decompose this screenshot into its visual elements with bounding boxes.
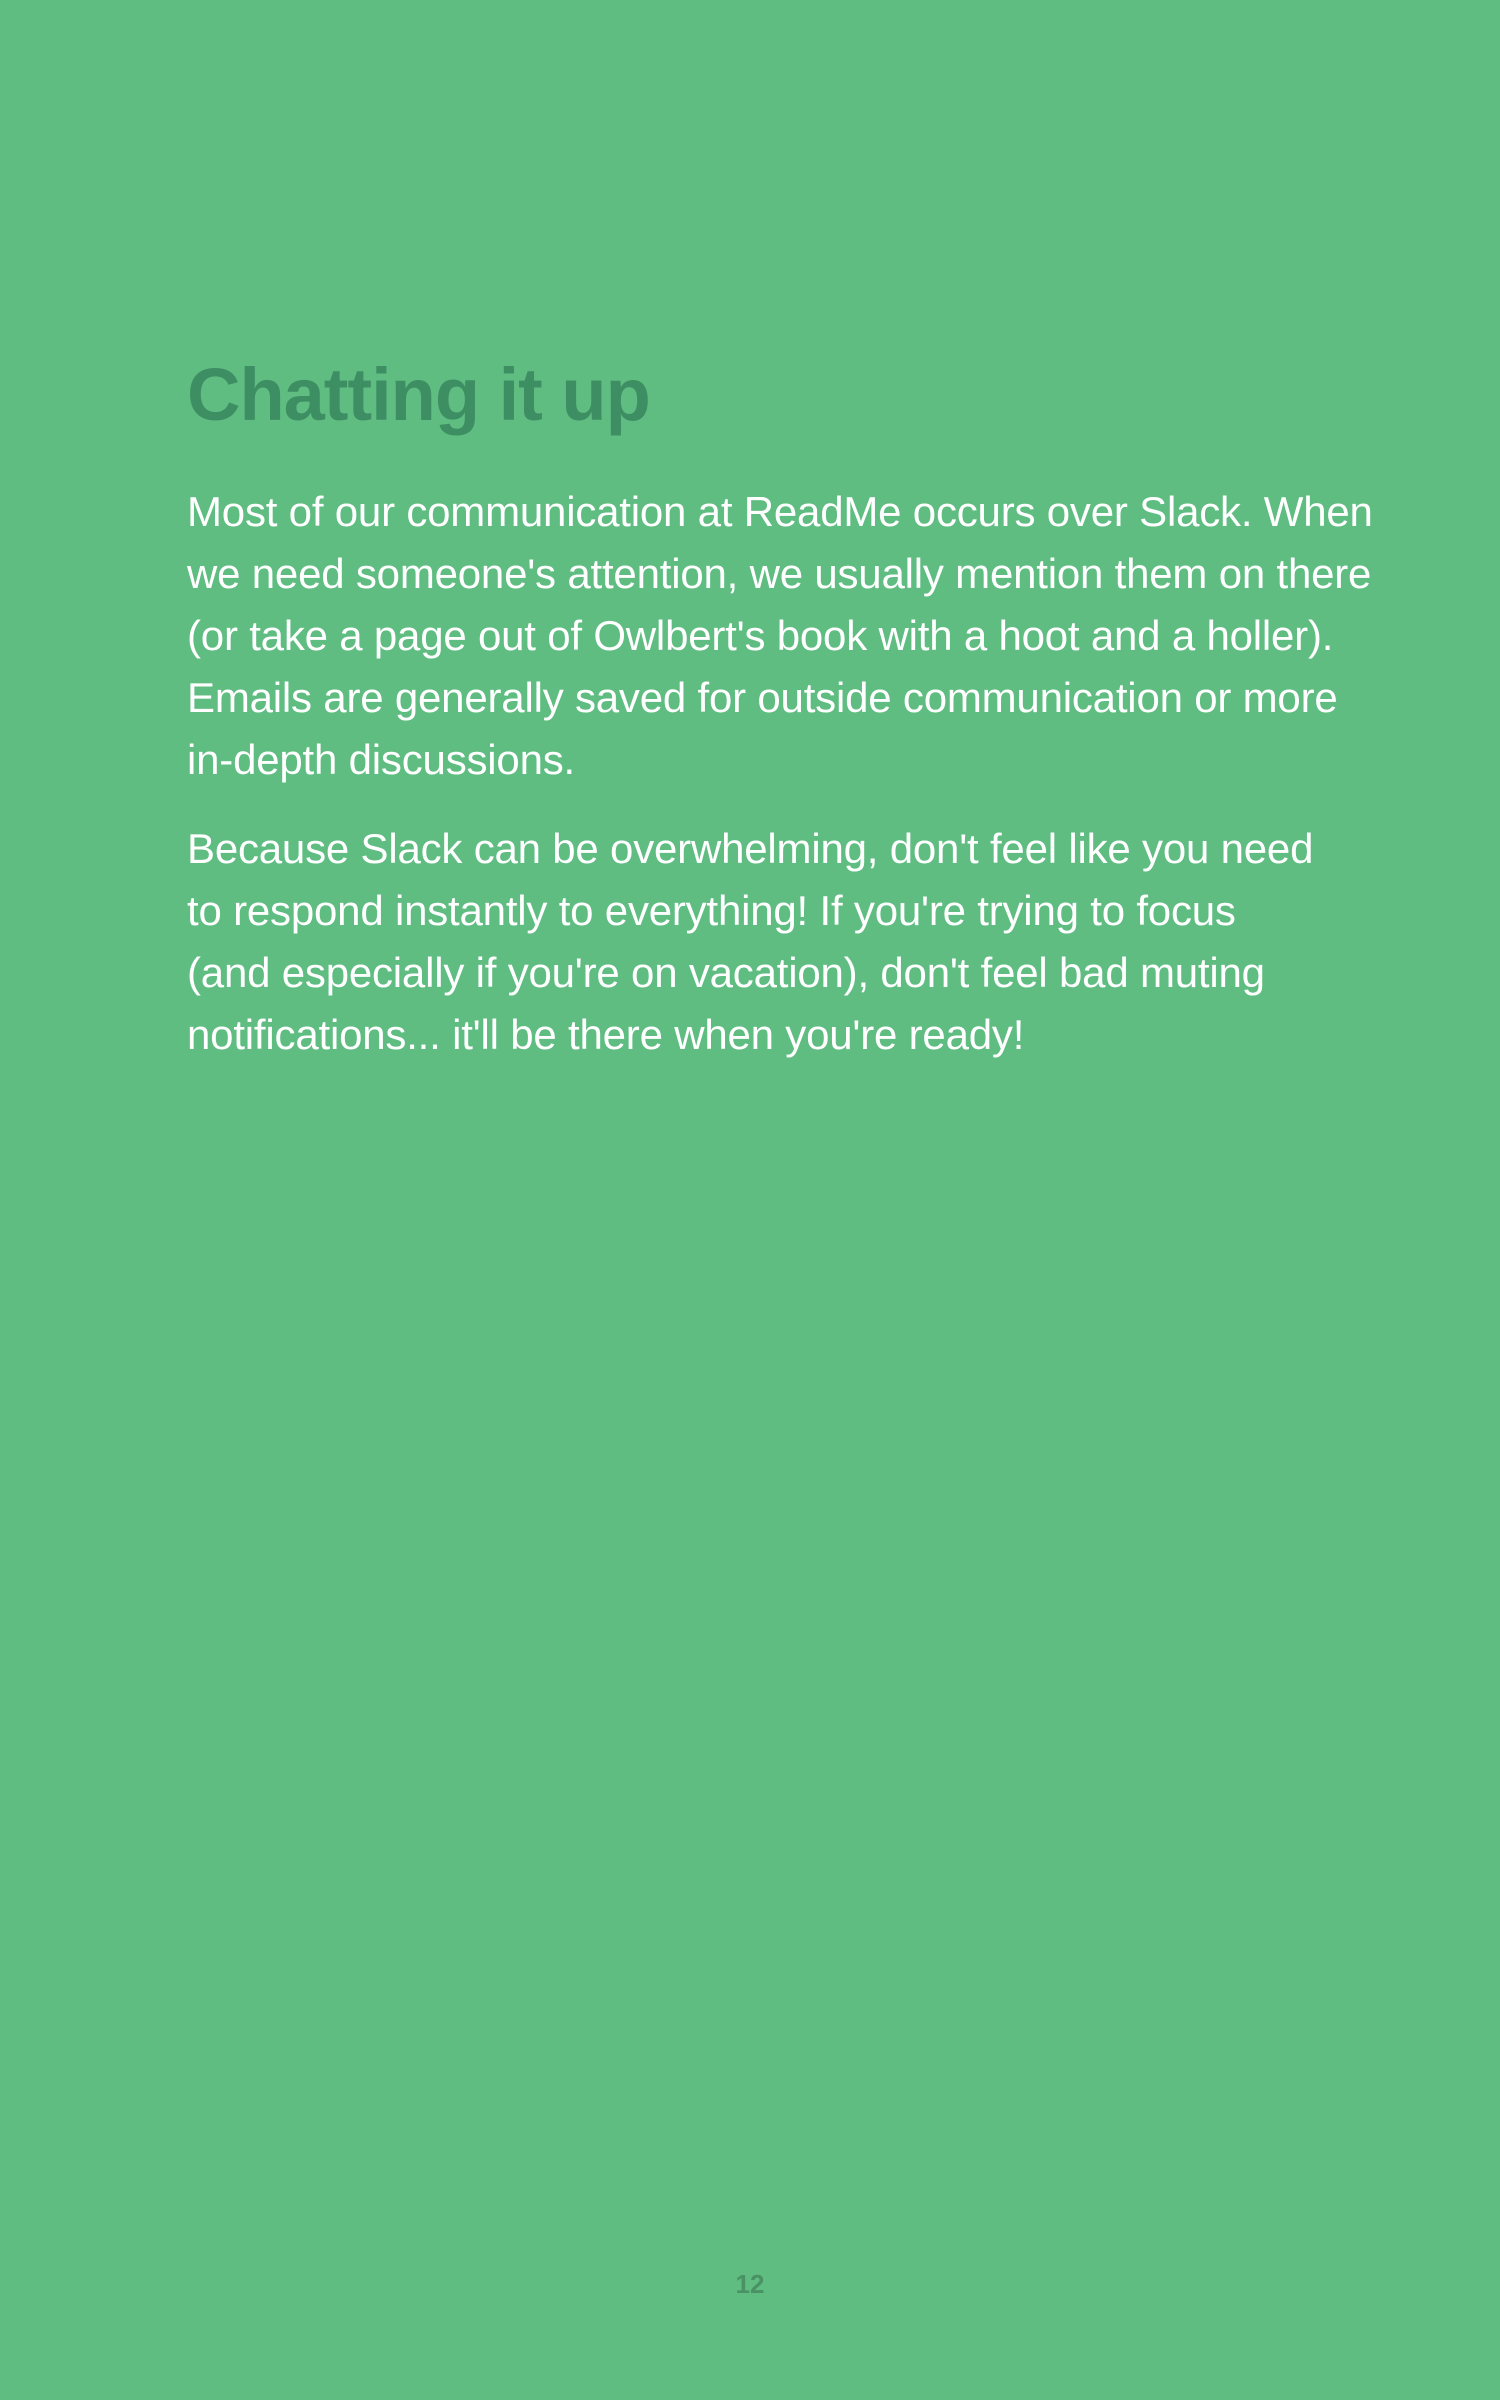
paragraph-slack-overwhelm xyxy=(187,818,1367,1066)
handbook-page-content xyxy=(187,0,1373,1066)
text-line: notifications... it'll be there when you're ready! xyxy=(187,1011,1025,1058)
text-line: we need someone's attention, we usually mention them on there xyxy=(187,550,1372,597)
page-title: Chatting it up xyxy=(187,353,650,436)
text-line: Emails are generally saved for outside communication or more xyxy=(187,674,1338,721)
text-line: (and especially if you're on vacation), don't feel bad muting xyxy=(187,949,1265,996)
text-line: Most of our communication at ReadMe occurs over Slack. When xyxy=(187,488,1373,535)
paragraph-slack-communication xyxy=(187,481,1373,791)
text-line: Because Slack can be overwhelming, don't feel like you need xyxy=(187,825,1314,872)
text-line: (or take a page out of Owlbert's book with a hoot and a holler). xyxy=(187,612,1334,659)
text-line: in-depth discussions. xyxy=(187,736,576,783)
page-number: 12 xyxy=(735,2269,765,2299)
text-line: to respond instantly to everything! If you're trying to focus xyxy=(187,887,1236,934)
